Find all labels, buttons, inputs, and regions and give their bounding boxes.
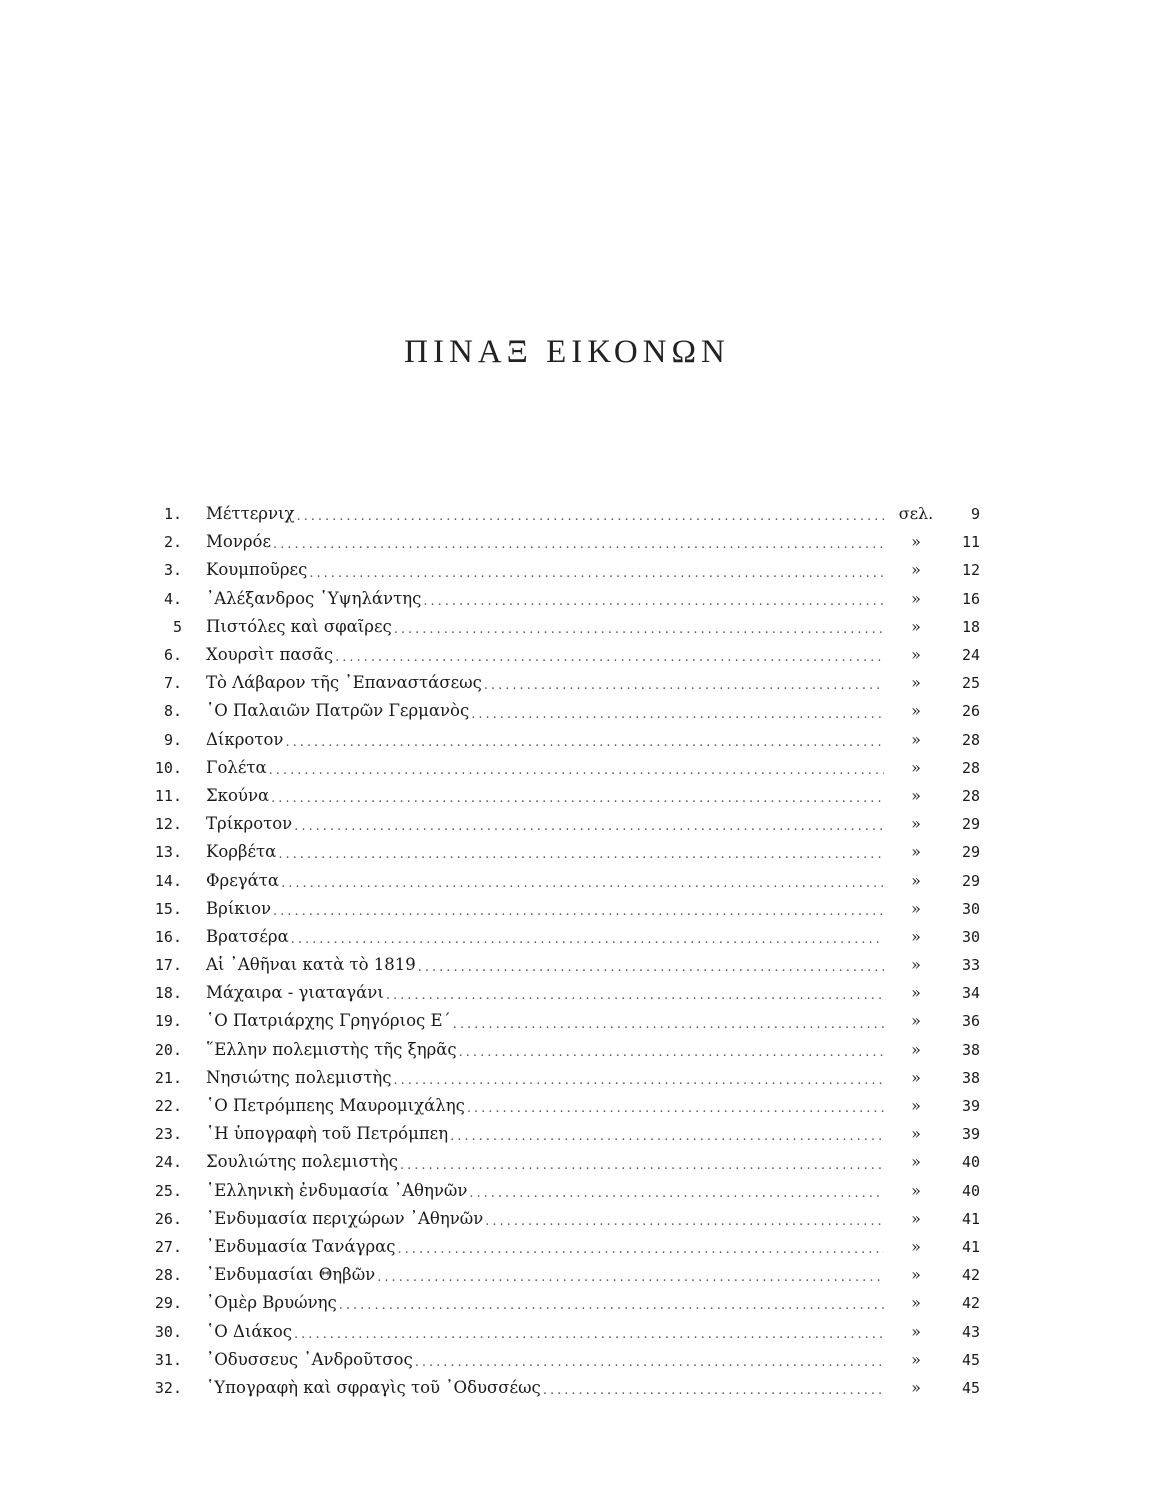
entry-title: Σουλιώτης πολεμιστὴς (206, 1152, 399, 1172)
list-item (150, 726, 980, 754)
dot-leader (339, 1295, 884, 1317)
entry-page-number: 40 (961, 1181, 980, 1200)
entry-number: 15. (154, 899, 182, 918)
page-marker: » (911, 729, 921, 749)
page-marker: » (911, 898, 921, 918)
entry-title: ῾Ο Παλαιῶν Πατρῶν Γερμανὸς (206, 701, 470, 721)
dot-leader (471, 704, 884, 726)
entry-page-number: 42 (961, 1294, 980, 1313)
list-item (150, 1261, 980, 1289)
list-item (150, 782, 980, 810)
entry-number: 31. (154, 1350, 182, 1369)
entry-title: Δίκροτον (206, 729, 284, 749)
entry-title: Μάχαιρα - γιαταγάνι (206, 983, 384, 1003)
entry-number: 2. (163, 533, 182, 552)
list-item (150, 641, 980, 669)
entry-page-number: 40 (961, 1153, 980, 1172)
dot-leader (377, 1267, 884, 1289)
entry-page-number: 24 (961, 646, 980, 665)
dot-leader (484, 675, 884, 697)
list-item (150, 1092, 980, 1120)
entry-number: 16. (154, 927, 182, 946)
entry-number: 23. (154, 1125, 182, 1144)
page-marker: » (911, 1152, 921, 1172)
list-item (150, 866, 980, 894)
list-item (150, 1289, 980, 1317)
entry-number: 9. (163, 730, 182, 749)
dot-leader (459, 1042, 884, 1064)
page-marker: » (911, 955, 921, 975)
dot-leader (398, 1239, 884, 1261)
entry-page-number: 43 (961, 1322, 980, 1341)
dot-leader (335, 647, 884, 669)
dot-leader (418, 957, 884, 979)
entry-page-number: 45 (961, 1350, 980, 1369)
page-marker: » (911, 1321, 921, 1341)
dot-leader (400, 1155, 884, 1177)
entry-page-number: 29 (961, 815, 980, 834)
list-item (150, 1148, 980, 1176)
list-item (150, 810, 980, 838)
entry-number: 4. (163, 589, 182, 608)
dot-leader (278, 844, 884, 866)
entry-title: Νησιώτης πολεμιστὴς (206, 1067, 392, 1087)
entry-number: 5 (172, 617, 182, 636)
entry-title: ᾿Οδυσσευς ᾿Ανδροῦτσος (206, 1349, 413, 1369)
entry-page-number: 29 (961, 843, 980, 862)
entry-number: 24. (154, 1153, 182, 1172)
page-marker: » (911, 616, 921, 636)
list-item (150, 951, 980, 979)
entry-page-number: 41 (961, 1237, 980, 1256)
list-item (150, 1036, 980, 1064)
entry-number: 3. (163, 561, 182, 580)
entry-number: 10. (154, 758, 182, 777)
entry-number: 30. (154, 1322, 182, 1341)
entry-title: Χουρσὶτ πασᾶς (206, 645, 334, 665)
entry-page-number: 30 (961, 899, 980, 918)
page-marker: » (911, 1349, 921, 1369)
entry-page-number: 45 (961, 1378, 980, 1397)
entry-page-number: 18 (961, 617, 980, 636)
list-item (150, 500, 980, 528)
page-marker: » (911, 870, 921, 890)
entry-title: ῾Υπογραφὴ καὶ σφραγὶς τοῦ ᾿Οδυσσέως (206, 1377, 541, 1397)
entry-page-number: 28 (961, 786, 980, 805)
entry-number: 13. (154, 843, 182, 862)
entry-number: 22. (154, 1097, 182, 1116)
entry-title: ᾿Ομὲρ Βρυώνης (206, 1293, 337, 1313)
page-marker: » (911, 532, 921, 552)
page-marker: » (911, 842, 921, 862)
list-item (150, 669, 980, 697)
entry-title: Βρίκιον (206, 898, 272, 918)
dot-leader (415, 1352, 884, 1374)
entry-number: 26. (154, 1209, 182, 1228)
list-item (150, 585, 980, 613)
list-item (150, 1346, 980, 1374)
entry-title: ᾿Ενδυμασία περιχώρων ᾿Αθηνῶν (206, 1208, 484, 1228)
page-marker: » (911, 785, 921, 805)
dot-leader (485, 1211, 884, 1233)
entry-page-number: 38 (961, 1068, 980, 1087)
page-marker: » (911, 1293, 921, 1313)
entry-title: ῾Ο Διάκος (206, 1321, 293, 1341)
entry-page-number: 9 (970, 505, 980, 524)
list-item (150, 528, 980, 556)
entry-page-number: 39 (961, 1125, 980, 1144)
list-item (150, 1374, 980, 1402)
entry-title: Γολέτα (206, 757, 267, 777)
dot-leader (273, 534, 884, 556)
page-marker: σελ. (898, 504, 934, 524)
dot-leader (273, 901, 884, 923)
entry-title: ῾Η ὑπογραφὴ τοῦ Πετρόμπεη (206, 1124, 449, 1144)
entry-number: 11. (154, 786, 182, 805)
list-item (150, 979, 980, 1007)
entry-page-number: 28 (961, 730, 980, 749)
page-marker: » (911, 701, 921, 721)
page-marker: » (911, 673, 921, 693)
list-item (150, 1205, 980, 1233)
entry-title: Κορβέτα (206, 842, 277, 862)
entry-page-number: 34 (961, 984, 980, 1003)
entry-title: Πιστόλες καὶ σφαῖρες (206, 616, 392, 636)
entry-page-number: 33 (961, 956, 980, 975)
entry-number: 21. (154, 1068, 182, 1087)
entry-page-number: 30 (961, 927, 980, 946)
dot-leader (296, 506, 884, 528)
page-marker: » (911, 588, 921, 608)
entry-number: 27. (154, 1237, 182, 1256)
page-marker: » (911, 1039, 921, 1059)
entry-page-number: 38 (961, 1040, 980, 1059)
page-marker: » (911, 1011, 921, 1031)
entry-number: 32. (154, 1378, 182, 1397)
entry-number: 7. (163, 674, 182, 693)
entry-title: Φρεγάτα (206, 870, 280, 890)
entry-title: Κουμποῦρες (206, 560, 308, 580)
page-marker: » (911, 1180, 921, 1200)
entry-page-number: 12 (961, 561, 980, 580)
entry-title: Τρίκροτον (206, 814, 293, 834)
entry-number: 19. (154, 1012, 182, 1031)
page-marker: » (911, 1067, 921, 1087)
page-marker: » (911, 1236, 921, 1256)
dot-leader (394, 619, 884, 641)
entry-title: ῾Ο Πατριάρχης Γρηγόριος Ε΄ (206, 1011, 451, 1031)
entry-number: 6. (163, 646, 182, 665)
page-marker: » (911, 1265, 921, 1285)
entry-page-number: 36 (961, 1012, 980, 1031)
dot-leader (281, 873, 884, 895)
page-title: ΠΙΝΑΞ ΕΙΚΟΝΩΝ (404, 334, 730, 371)
entry-number: 29. (154, 1294, 182, 1313)
entry-number: 8. (163, 702, 182, 721)
entry-number: 14. (154, 871, 182, 890)
page-marker: » (911, 983, 921, 1003)
page-marker: » (911, 757, 921, 777)
list-item (150, 1120, 980, 1148)
list-item (150, 1007, 980, 1035)
list-item (150, 1177, 980, 1205)
list-item (150, 1064, 980, 1092)
page-marker: » (911, 1208, 921, 1228)
entry-number: 20. (154, 1040, 182, 1059)
entry-page-number: 42 (961, 1266, 980, 1285)
list-item (150, 923, 980, 951)
entry-page-number: 41 (961, 1209, 980, 1228)
dot-leader (294, 816, 884, 838)
entry-page-number: 11 (961, 533, 980, 552)
entry-number: 28. (154, 1266, 182, 1285)
entry-number: 18. (154, 984, 182, 1003)
entry-page-number: 28 (961, 758, 980, 777)
dot-leader (269, 760, 884, 782)
entry-title: ᾿Ενδυμασία Τανάγρας (206, 1236, 396, 1256)
list-item (150, 613, 980, 641)
page-marker: » (911, 926, 921, 946)
dot-leader (309, 563, 884, 585)
entry-number: 25. (154, 1181, 182, 1200)
entry-title: Βρατσέρα (206, 926, 289, 946)
page-marker: » (911, 645, 921, 665)
dot-leader (394, 1070, 884, 1092)
entry-page-number: 16 (961, 589, 980, 608)
entry-title: Αἱ ᾿Αθῆναι κατὰ τὸ 1819 (206, 955, 416, 975)
dot-leader (467, 1098, 884, 1120)
page-marker: » (911, 560, 921, 580)
list-item (150, 895, 980, 923)
page-marker: » (911, 814, 921, 834)
entry-page-number: 26 (961, 702, 980, 721)
dot-leader (423, 591, 884, 613)
dot-leader (543, 1380, 884, 1402)
dot-leader (386, 985, 884, 1007)
entry-number: 12. (154, 815, 182, 834)
page-marker: » (911, 1377, 921, 1397)
list-of-figures (150, 500, 980, 1402)
entry-number: 1. (163, 505, 182, 524)
entry-title: ῞Ελλην πολεμιστὴς τῆς ξηρᾶς (206, 1039, 457, 1059)
entry-page-number: 29 (961, 871, 980, 890)
entry-title: Σκούνα (206, 785, 270, 805)
list-item (150, 754, 980, 782)
entry-number: 17. (154, 956, 182, 975)
entry-page-number: 25 (961, 674, 980, 693)
page-marker: » (911, 1096, 921, 1116)
entry-title: ᾿Αλέξανδρος ῾Υψηλάντης (206, 588, 422, 608)
entry-title: ῾Ο Πετρόμπεης Μαυρομιχάλης (206, 1096, 465, 1116)
dot-leader (453, 1014, 884, 1036)
dot-leader (469, 1183, 884, 1205)
entry-title: ᾿Ενδυμασίαι Θηβῶν (206, 1265, 376, 1285)
entry-title: Μέττερνιχ (206, 504, 295, 524)
list-item (150, 556, 980, 584)
entry-page-number: 39 (961, 1097, 980, 1116)
entry-title: ῾Ελληνικὴ ἐνδυμασία ᾿Αθηνῶν (206, 1180, 468, 1200)
dot-leader (271, 788, 884, 810)
dot-leader (285, 732, 884, 754)
page-marker: » (911, 1124, 921, 1144)
dot-leader (450, 1126, 884, 1148)
dot-leader (294, 1324, 884, 1346)
entry-title: Τὸ Λάβαρον τῆς ᾿Επαναστάσεως (206, 673, 482, 693)
list-item (150, 1317, 980, 1345)
list-item (150, 697, 980, 725)
list-item (150, 838, 980, 866)
dot-leader (291, 929, 884, 951)
list-item (150, 1233, 980, 1261)
entry-title: Μονρόε (206, 532, 272, 552)
